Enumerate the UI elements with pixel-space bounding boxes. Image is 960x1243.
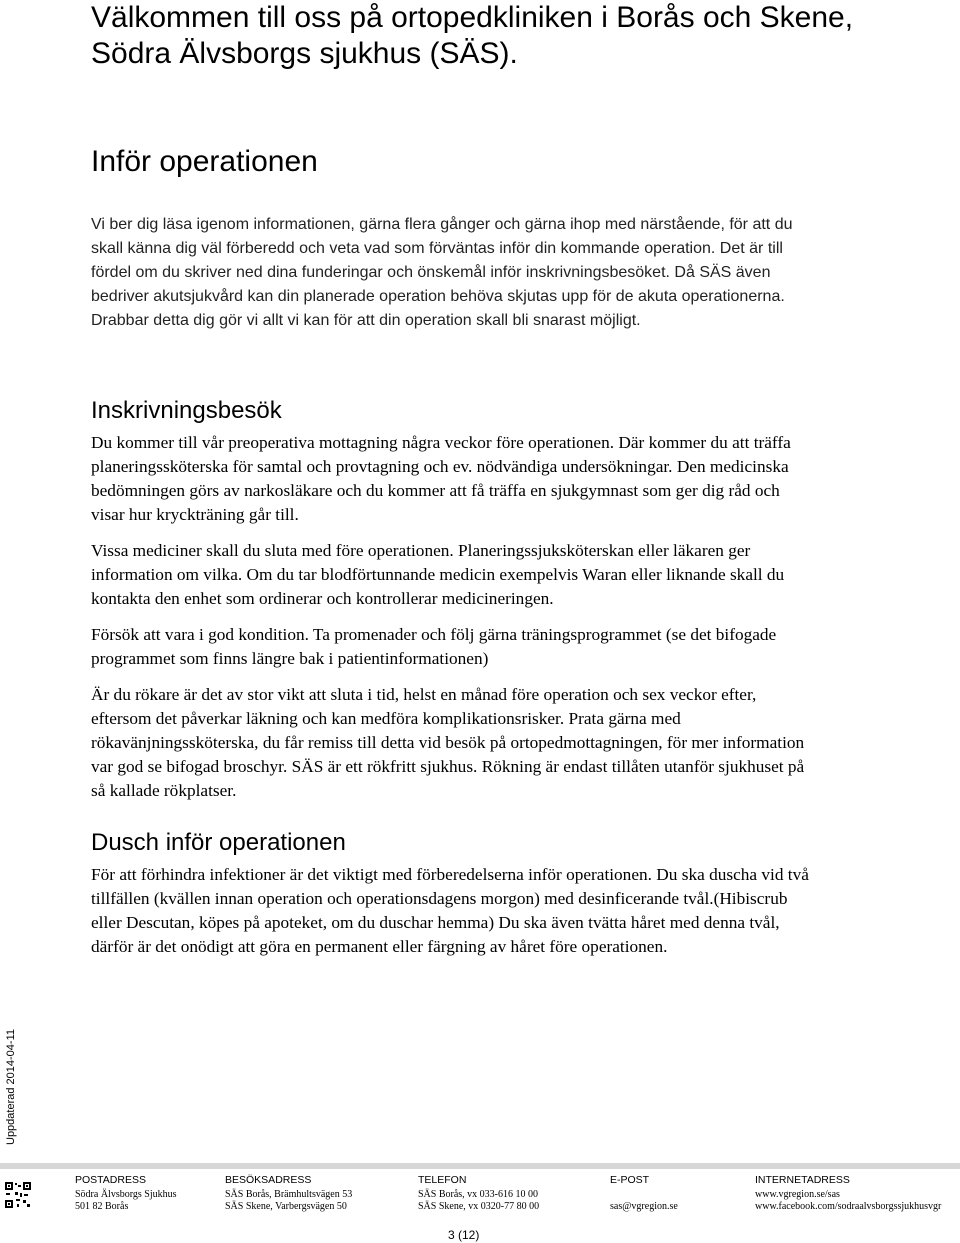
section-heading-inskrivningsbesok: Inskrivningsbesök [91,397,282,424]
text-line: var god se bifogad broschyr. SÄS är ett rökfritt sjukhus. Rökning är endast tillåten utanför sjukhuset på [91,757,805,776]
footer-text: 501 82 Borås [75,1201,129,1212]
document-title [91,0,951,72]
paragraph-inskrivning-2 [91,539,951,611]
footer-email-link[interactable]: sas@vgregion.se [610,1201,678,1212]
footer-postadress [75,1174,177,1213]
footer-heading: POSTADRESS [75,1174,146,1186]
text-line: så kallade rökplatser. [91,781,237,800]
footer-text: Södra Älvsborgs Sjukhus [75,1189,177,1200]
text-line: rökavänjningssköterska, du får remiss till detta vid besök på ortopedmottagningen, för mer information [91,733,805,752]
text-line: information om vilka. Om du tar blodförtunnande medicin exempelvis Waran eller liknande skall du [91,565,785,584]
footer-besoksadress [225,1174,352,1213]
footer-facebook-link[interactable]: www.facebook.com/sodraalvsborgssjukhusvgr [755,1201,942,1212]
footer-text: SÄS Borås, vx 033-616 10 00 [418,1189,539,1200]
text-line: därför är det onödigt att göra en permanent eller färgning av håret före operationen. [91,937,668,956]
paragraph-inskrivning-1 [91,431,951,527]
footer-heading: E-POST [610,1174,650,1186]
footer-text [610,1189,678,1201]
text-line: tillfällen (kvällen innan operation och operationsdagens morgon) med desinficerande tvål.(Hibiscrub [91,889,788,908]
paragraph-inskrivning-3 [91,623,951,671]
text-line: Du kommer till vår preoperativa mottagning några veckor före operationen. Där kommer du att träffa [91,433,791,452]
paragraph-infor-operationen [91,213,951,333]
footer-website-link[interactable]: www.vgregion.se/sas [755,1189,840,1200]
page-number: 3 (12) [448,1228,480,1242]
text-line: visar hur kryckträning går till. [91,505,299,524]
footer-epost [610,1174,678,1213]
footer-text: SÄS Borås, Brämhultsvägen 53 [225,1189,353,1200]
footer-text: SÄS Skene, vx 0320-77 80 00 [418,1201,540,1212]
text-line: Vissa mediciner skall du sluta med före operationen. Planeringssjuksköterskan eller läkaren ger [91,541,751,560]
paragraph-dusch [91,863,951,959]
text-line: skall känna dig väl förberedd och veta vad som förväntas inför din kommande operation. Det är till [91,240,783,257]
footer-heading: TELEFON [418,1174,467,1186]
text-line: planeringssköterska för samtal och provtagning och ev. nödvändiga undersökningar. Den medicinska [91,457,789,476]
text-line: Vi ber dig läsa igenom informationen, gärna flera gånger och gärna ihop med närstående, för att du [91,216,793,233]
paragraph-inskrivning-4 [91,683,951,803]
text-line: eftersom det påverkar läkning och kan medföra komplikationsrisker. Prata gärna med [91,709,681,728]
footer-heading: BESÖKSADRESS [225,1174,312,1186]
text-line: bedömningen görs av narkosläkare och du kommer att få träffa en sjukgymnast som ger dig råd och [91,481,780,500]
footer-divider [0,1163,960,1169]
text-line: Drabbar detta dig gör vi allt vi kan för att din operation skall bli snarast möjligt. [91,312,641,329]
section-heading-dusch: Dusch inför operationen [91,829,346,856]
updated-date-label: Uppdaterad 2014-04-11 [5,1029,17,1145]
text-line: programmet som finns längre bak i patientinformationen) [91,649,489,668]
text-line: kontakta den enhet som ordinerar och kontrollerar medicineringen. [91,589,554,608]
text-line: För att förhindra infektioner är det viktigt med förberedelserna inför operationen. Du ska duscha vid två [91,865,809,884]
footer-internetadress [755,1174,941,1213]
section-heading-infor-operationen: Inför operationen [91,145,318,178]
text-line: eller Descutan, köpes på apoteket, om du duschar hemma) Du ska även tvätta håret med denna tvål, [91,913,780,932]
footer-telefon [418,1174,539,1213]
qr-code-icon [5,1182,31,1208]
title-line: Välkommen till oss på ortopedkliniken i Borås och Skene, [91,1,854,34]
title-line: Södra Älvsborgs sjukhus (SÄS). [91,37,518,70]
text-line: bedriver akutsjukvård kan din planerade operation behöva skjutas upp för de akuta operationerna. [91,288,785,305]
text-line: fördel om du skriver ned dina funderingar och önskemål inför inskrivningsbesöket. Då SÄS även [91,264,771,281]
text-line: Försök att vara i god kondition. Ta promenader och följ gärna träningsprogrammet (se det bifogade [91,625,777,644]
text-line: Är du rökare är det av stor vikt att sluta i tid, helst en månad före operation och sex veckor efter, [91,685,757,704]
footer-text: SÄS Skene, Varbergsvägen 50 [225,1201,347,1212]
footer-heading: INTERNETADRESS [755,1174,850,1186]
